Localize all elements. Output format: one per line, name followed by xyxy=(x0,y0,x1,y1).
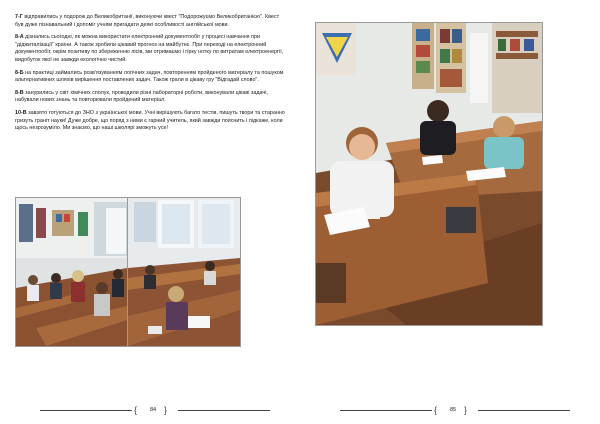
paragraph-text: відправились у подорож до Великобританії, виконуючи квест "Подорожуємо Великобританією". Квест був дуже пізнавальний і допоміг учням пригадати деякі особливості англійської мови. xyxy=(15,14,280,28)
paragraph-8v xyxy=(15,90,287,105)
classroom-photo-2-image xyxy=(128,198,240,346)
paragraph-text: на практиці займались розв'язуванням логічних задач, повторенням пройденого матеріалу та пошуком альтернативних шляхів вирішення поставлених задач. Також грали в цікаву гру "Відгадай слово". xyxy=(15,69,284,84)
footer-rule xyxy=(340,410,432,411)
footer-bracket-left: { xyxy=(134,405,138,415)
footer-bracket-right: } xyxy=(464,405,468,415)
page-footer-left xyxy=(40,404,270,416)
footer-rule xyxy=(178,410,270,411)
classroom-photo-1 xyxy=(15,197,128,347)
classroom-photo-1-image xyxy=(16,198,127,346)
paragraph-7g xyxy=(15,14,287,29)
classroom-photo-3-image xyxy=(316,23,542,325)
page-number: 84 xyxy=(149,407,157,413)
classroom-photo-3 xyxy=(315,22,543,326)
class-label: 8-В xyxy=(15,89,24,96)
paragraph-text: завзято готуються до ЗНО з української мови. Учні вирішують багато тестів, пишуть твори та старанно гризуть граніт науки! Дуже добре, що поряд з ними є гарний учитель, який завжди пояснить і підкаже, коли щось незрозуміло. Ми знаємо, що наші школярі зможуть усе! xyxy=(15,109,285,132)
classroom-photo-2 xyxy=(127,197,241,347)
paragraph-10v xyxy=(15,110,287,133)
footer-bracket-right: } xyxy=(164,405,168,415)
footer-bracket-left: { xyxy=(434,405,438,415)
footer-rule xyxy=(40,410,132,411)
paragraph-text: занурились у світ хімічних сполук, проводили різні лабораторні роботи, виконували цікаві задачі, набували нових знань та повторювали пройдений матеріал. xyxy=(15,89,268,104)
paragraph-8a xyxy=(15,34,287,64)
article-text xyxy=(15,14,287,138)
page-footer-right xyxy=(340,404,570,416)
class-label: 10-В xyxy=(15,109,27,116)
right-page xyxy=(300,0,600,424)
class-label: 8-А xyxy=(15,34,24,41)
footer-rule xyxy=(478,410,570,411)
class-label: 7-Г xyxy=(15,14,23,20)
page-number: 85 xyxy=(449,407,457,413)
paragraph-text: дізнались сьогодні, як можна використати електронний документообіг у процесі навчання при "діджиталізації" країни. А також зробили цікавий прогноз на майбутнє. При переході на електронний документообіг, окрім позитиву по збереженню лісів, ми отримаємо і гірку нотку по витратам електроенергії, видобуток якої не завжди екологічно чистий. xyxy=(15,34,284,63)
paragraph-8b xyxy=(15,70,287,85)
class-label: 8-Б xyxy=(15,69,24,76)
